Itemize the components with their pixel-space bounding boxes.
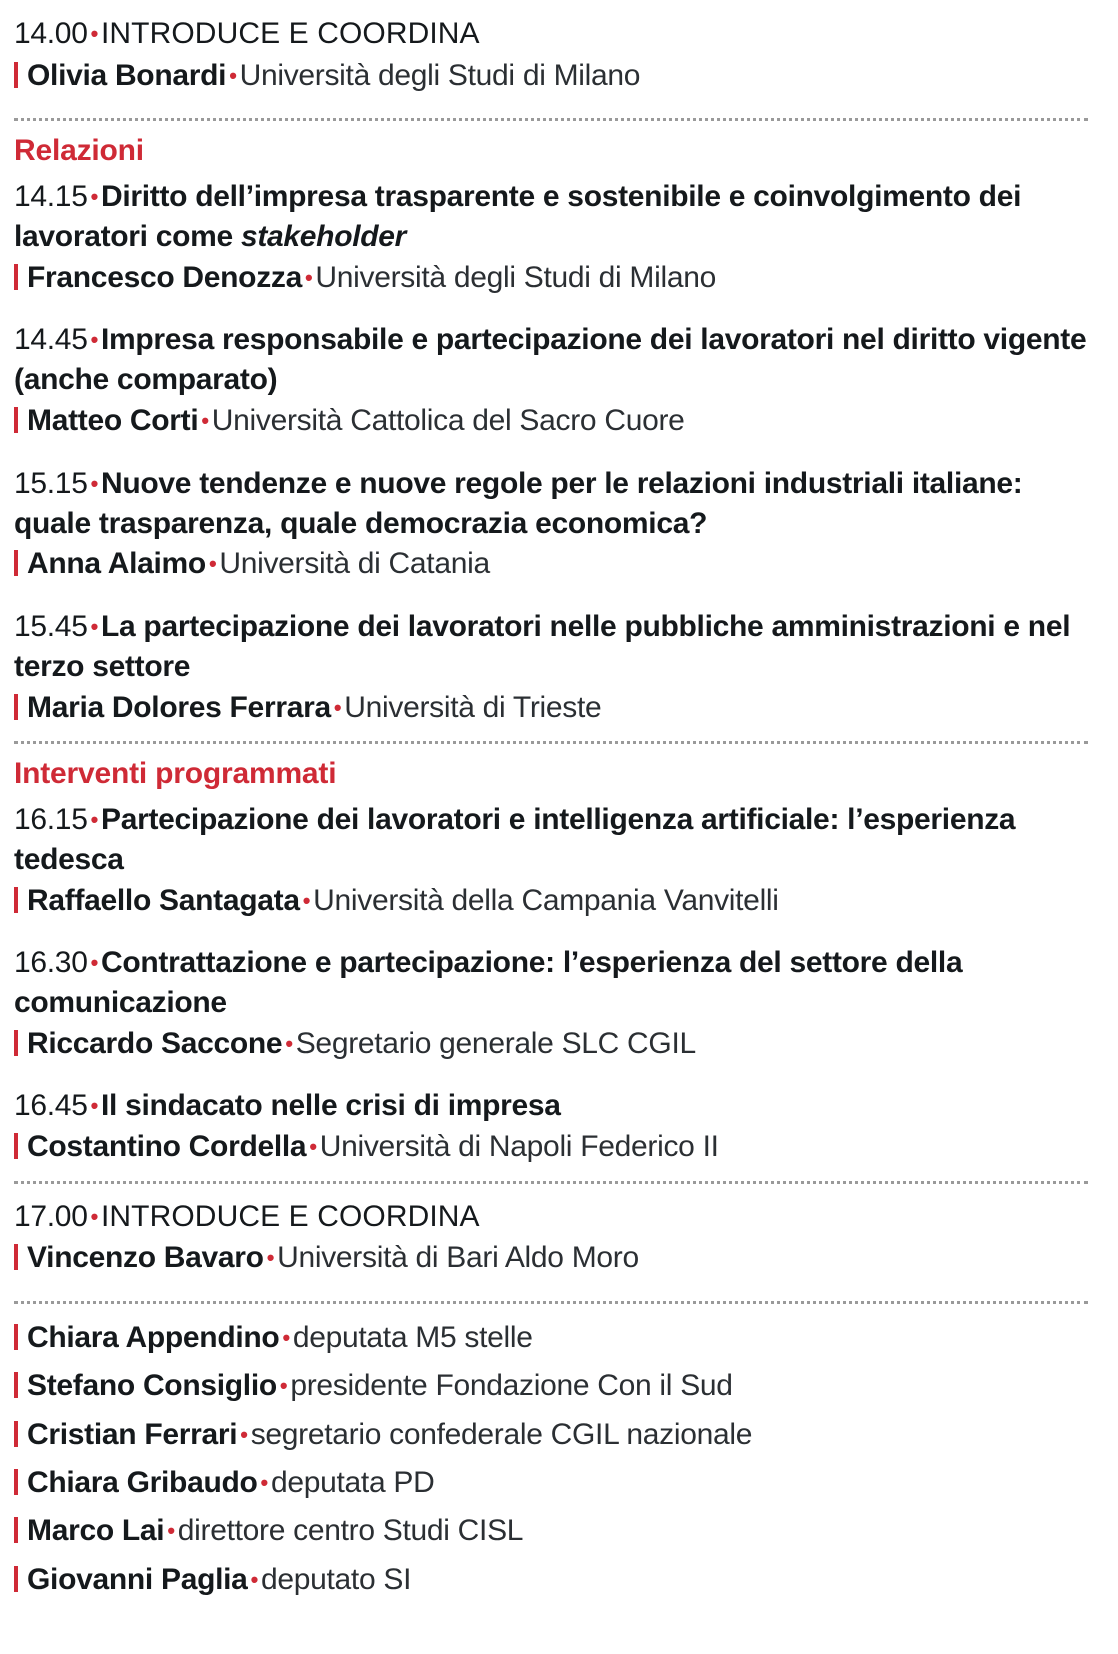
entry-title	[14, 1086, 1088, 1126]
red-bar-icon	[14, 1133, 18, 1159]
entry-time: 14.45	[14, 323, 88, 357]
entry-person-line	[14, 687, 1088, 728]
entry-affiliation: Università degli Studi di Milano	[315, 261, 717, 295]
opening-person-line	[14, 55, 1088, 96]
bullet-icon: •	[250, 1566, 258, 1592]
list-item	[14, 1317, 1088, 1358]
second-intro-entry	[14, 1197, 1088, 1279]
entry-title	[14, 607, 1088, 687]
entry-title-text: Impresa responsabile e partecipazione dei lavoratori nel diritto vigente (anche comparato)	[14, 323, 1087, 397]
panelist-name: Cristian Ferrari	[27, 1417, 238, 1451]
bullet-icon: •	[90, 613, 98, 639]
entry-person-line	[14, 880, 1088, 921]
opening-entry	[14, 14, 1088, 96]
red-bar-icon	[14, 1244, 18, 1270]
panelist-name: Marco Lai	[27, 1514, 165, 1548]
opening-affiliation: Università degli Studi di Milano	[239, 58, 641, 92]
entry-title	[14, 177, 1088, 257]
bullet-icon: •	[208, 551, 217, 577]
entry-person: Anna Alaimo	[27, 547, 206, 581]
panelist-affiliation: deputata PD	[270, 1466, 435, 1500]
program-entry	[14, 607, 1088, 728]
opening-title	[14, 14, 1088, 54]
red-bar-icon	[14, 1324, 18, 1350]
program-entry	[14, 800, 1088, 921]
list-item	[14, 1365, 1088, 1406]
bullet-icon: •	[90, 1093, 98, 1119]
entry-time: 15.45	[14, 609, 88, 643]
section-heading: Interventi programmati	[14, 756, 337, 790]
entry-person-line	[14, 543, 1088, 584]
bullet-icon: •	[229, 62, 237, 88]
bullet-icon: •	[90, 327, 98, 353]
entry-person-line	[14, 400, 1088, 441]
red-bar-icon	[14, 694, 18, 720]
entry-person-line	[14, 257, 1088, 298]
entry-title-text: Diritto dell’impresa trasparente e sostenibile e coinvolgimento dei lavoratori come	[14, 180, 1022, 254]
red-bar-icon	[14, 1517, 18, 1543]
panelist-name: Chiara Gribaudo	[27, 1466, 258, 1500]
red-bar-icon	[14, 1566, 18, 1592]
red-bar-icon	[14, 1372, 18, 1398]
divider	[14, 118, 1088, 121]
bullet-icon: •	[90, 1203, 98, 1229]
entry-person: Maria Dolores Ferrara	[27, 690, 331, 724]
second-intro-person-line	[14, 1237, 1088, 1278]
red-bar-icon	[14, 407, 18, 433]
entry-person-line	[14, 1023, 1088, 1064]
program-entry	[14, 943, 1088, 1064]
bullet-icon: •	[90, 806, 98, 832]
entry-time: 16.30	[14, 946, 88, 980]
section-heading: Relazioni	[14, 134, 144, 168]
panelist-affiliation: segretario confederale CGIL nazionale	[250, 1417, 753, 1451]
entry-title-italic: stakeholder	[240, 220, 407, 254]
second-intro-title	[14, 1197, 1088, 1237]
entry-person: Riccardo Saccone	[27, 1026, 283, 1060]
entry-affiliation: Università Cattolica del Sacro Cuore	[211, 404, 685, 438]
program-entry	[14, 1086, 1088, 1167]
bullet-icon: •	[167, 1518, 175, 1544]
panelist-name: Giovanni Paglia	[27, 1562, 248, 1596]
entry-person: Costantino Cordella	[27, 1130, 307, 1164]
panelist-affiliation: direttore centro Studi CISL	[177, 1514, 524, 1548]
list-item	[14, 1559, 1088, 1600]
second-intro-time: 17.00	[14, 1199, 88, 1233]
panel-list	[14, 1317, 1088, 1600]
second-intro-person: Vincenzo Bavaro	[27, 1241, 264, 1275]
entry-title-text: La partecipazione dei lavoratori nelle pubbliche amministrazioni e nel terzo settore	[14, 609, 1071, 683]
entry-time: 16.45	[14, 1089, 88, 1123]
red-bar-icon	[14, 1421, 18, 1447]
list-item	[14, 1462, 1088, 1503]
entry-time: 14.15	[14, 180, 88, 214]
entry-affiliation: Segretario generale SLC CGIL	[295, 1026, 696, 1060]
bullet-icon: •	[90, 21, 98, 46]
bullet-icon: •	[90, 184, 98, 210]
bullet-icon: •	[240, 1421, 248, 1447]
entry-title-text: Il sindacato nelle crisi di impresa	[100, 1089, 561, 1123]
red-bar-icon	[14, 887, 18, 913]
bullet-icon: •	[282, 1324, 290, 1350]
entry-title-text: Nuove tendenze e nuove regole per le relazioni industriali italiane: quale trasparenza, quale democrazia economica?	[14, 466, 1023, 540]
panelist-name: Chiara Appendino	[27, 1320, 280, 1354]
entry-person-line	[14, 1126, 1088, 1167]
divider	[14, 1181, 1088, 1184]
panelist-affiliation: presidente Fondazione Con il Sud	[290, 1369, 733, 1403]
entry-time: 16.15	[14, 802, 88, 836]
entry-affiliation: Università di Trieste	[344, 690, 602, 724]
red-bar-icon	[14, 1030, 18, 1056]
entry-title	[14, 464, 1088, 544]
panelist-affiliation: deputato SI	[260, 1562, 412, 1596]
bullet-icon: •	[279, 1373, 288, 1399]
opening-time: 14.00	[14, 17, 88, 50]
second-intro-label: INTRODUCE E COORDINA	[100, 1199, 480, 1233]
bullet-icon: •	[201, 408, 209, 434]
opening-label: INTRODUCE E COORDINA	[100, 17, 480, 50]
panelist-name: Stefano Consiglio	[27, 1369, 277, 1403]
entry-title-text: Partecipazione dei lavoratori e intelligenza artificiale: l’esperienza tedesca	[14, 802, 1016, 876]
divider	[14, 1301, 1088, 1304]
second-intro-affiliation: Università di Bari Aldo Moro	[277, 1241, 639, 1275]
bullet-icon: •	[90, 470, 98, 496]
entry-person: Raffaello Santagata	[27, 883, 300, 917]
entry-title	[14, 800, 1088, 880]
entry-affiliation: Università di Napoli Federico II	[319, 1130, 719, 1164]
entry-title-text: Contrattazione e partecipazione: l’esperienza del settore della comunicazione	[14, 946, 963, 1020]
program-entry	[14, 464, 1088, 585]
section-interventi-programmati	[14, 757, 1088, 1168]
entry-affiliation: Università della Campania Vanvitelli	[313, 883, 779, 917]
list-item	[14, 1510, 1088, 1551]
bullet-icon: •	[309, 1134, 317, 1160]
entry-title	[14, 943, 1088, 1023]
entry-time: 15.15	[14, 466, 88, 500]
section-relazioni	[14, 134, 1088, 728]
red-bar-icon	[14, 62, 18, 88]
program-entry	[14, 177, 1088, 298]
entry-title	[14, 320, 1088, 400]
red-bar-icon	[14, 1469, 18, 1495]
bullet-icon: •	[266, 1245, 275, 1271]
red-bar-icon	[14, 550, 18, 576]
bullet-icon: •	[333, 694, 342, 720]
bullet-icon: •	[302, 887, 311, 913]
divider	[14, 741, 1088, 744]
bullet-icon: •	[305, 265, 313, 291]
bullet-icon: •	[260, 1470, 268, 1496]
bullet-icon: •	[90, 950, 98, 976]
bullet-icon: •	[285, 1030, 293, 1056]
panelist-affiliation: deputata M5 stelle	[292, 1320, 533, 1354]
opening-person: Olivia Bonardi	[27, 58, 227, 92]
list-item	[14, 1414, 1088, 1455]
entry-person: Francesco Denozza	[27, 261, 302, 295]
program-entry	[14, 320, 1088, 441]
entry-person: Matteo Corti	[27, 404, 199, 438]
entry-affiliation: Università di Catania	[219, 547, 490, 581]
red-bar-icon	[14, 264, 18, 290]
